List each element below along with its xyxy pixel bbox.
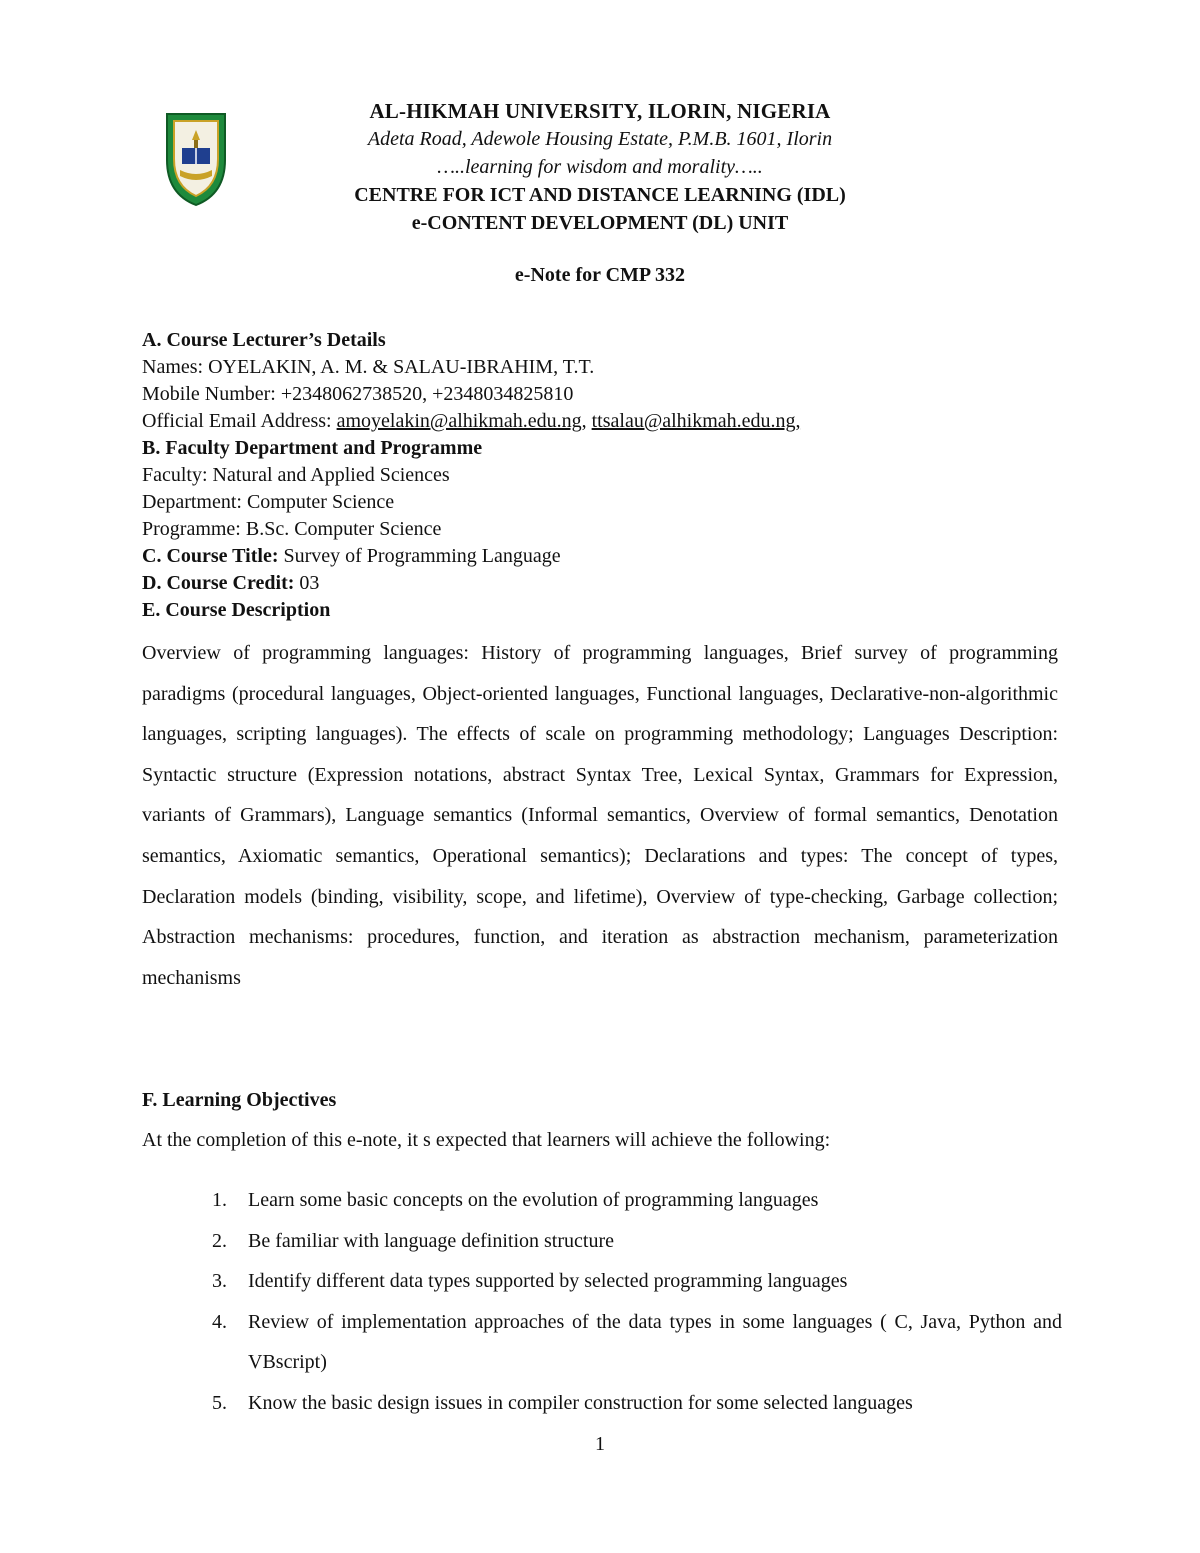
note-title: e-Note for CMP 332: [514, 264, 686, 286]
page-number: 1: [595, 1433, 605, 1455]
mobile-value: +2348062738520, +2348034825810: [280, 383, 574, 405]
objectives-list: [142, 1180, 1062, 1424]
list-item: [142, 1383, 1062, 1424]
list-item-number: 3.: [212, 1270, 227, 1293]
objectives-intro: At the completion of this e-note, it s expected that learners will achieve the following:: [142, 1129, 831, 1151]
list-item: [142, 1180, 1062, 1221]
section-a-heading: A. Course Lecturer’s Details: [142, 329, 386, 351]
course-credit-label: D. Course Credit:: [142, 572, 295, 594]
lecturer-names: [142, 354, 1062, 381]
names-value: OYELAKIN, A. M. & SALAU-IBRAHIM, T.T.: [208, 356, 595, 378]
course-credit-value: 03: [299, 572, 320, 594]
programme: Programme: B.Sc. Computer Science: [142, 518, 442, 540]
course-title-label: C. Course Title:: [142, 545, 279, 567]
list-item-text: Review of implementation approaches of the data types in some languages ( C, Java, Python and VBscript): [248, 1310, 1062, 1374]
email-link-1[interactable]: amoyelakin@alhikmah.edu.ng: [336, 410, 582, 432]
list-item-text: Be familiar with language definition structure: [248, 1229, 614, 1252]
university-motto: …..learning for wisdom and morality…..: [437, 156, 763, 178]
course-title-value: Survey of Programming Language: [283, 545, 561, 567]
list-item-number: 2.: [212, 1229, 227, 1252]
course-title: [142, 543, 1062, 570]
department: Department: Computer Science: [142, 491, 395, 513]
list-item-number: 1.: [212, 1189, 227, 1211]
university-address: Adeta Road, Adewole Housing Estate, P.M.B. 1601, Ilorin: [367, 128, 833, 150]
email-link-2[interactable]: ttsalau@alhikmah.edu.ng,: [591, 410, 801, 432]
names-label: Names:: [142, 356, 204, 378]
list-item-text: Know the basic design issues in compiler construction for some selected languages: [248, 1391, 913, 1414]
university-logo: [163, 108, 229, 208]
mobile-number: [142, 381, 1062, 408]
centre-name: CENTRE FOR ICT AND DISTANCE LEARNING (IDL): [354, 184, 846, 206]
mobile-label: Mobile Number:: [142, 383, 276, 405]
section-e-heading: E. Course Description: [142, 599, 331, 621]
course-credit: [142, 570, 1062, 597]
list-item: [142, 1302, 1062, 1383]
email-label: Official Email Address:: [142, 410, 332, 432]
university-name: AL-HIKMAH UNIVERSITY, ILORIN, NIGERIA: [369, 99, 831, 123]
list-item-number: 5.: [212, 1391, 227, 1414]
list-item-text: Learn some basic concepts on the evolution of programming languages: [248, 1189, 819, 1211]
list-item: [142, 1221, 1062, 1262]
course-details: [142, 327, 1062, 624]
email-separator: ,: [581, 410, 587, 432]
document-header: [300, 97, 900, 237]
unit-name: e-CONTENT DEVELOPMENT (DL) UNIT: [411, 212, 789, 234]
faculty: Faculty: Natural and Applied Sciences: [142, 464, 450, 486]
list-item-number: 4.: [212, 1310, 227, 1333]
section-f-heading: F. Learning Objectives: [142, 1089, 337, 1111]
list-item-text: Identify different data types supported by selected programming languages: [248, 1270, 848, 1293]
section-b-heading: B. Faculty Department and Programme: [142, 437, 483, 459]
official-email: [142, 408, 1062, 435]
list-item: [142, 1261, 1062, 1302]
course-description: Overview of programming languages: History of programming languages, Brief survey of programming paradigms (procedural languages, Object-oriented languages, Functional languages, Declarative-non-algorithmic languages, scripting languages). The effects of scale on programming methodology; Languages Description: Syntactic structure (Expression notations, abstract Syntax Tree, Lexical Syntax, Grammars for Expression, variants of Grammars), Language semantics (Informal semantics, Overview of formal semantics, Denotation semantics, Axiomatic semantics, Operational semantics); Declarations and types: The concept of types, Declaration models (binding, visibility, scope, and lifetime), Overview of type-checking, Garbage collection; Abstraction mechanisms: procedures, function, and iteration as abstraction mechanism, parameterization mechanisms: [142, 642, 1058, 989]
